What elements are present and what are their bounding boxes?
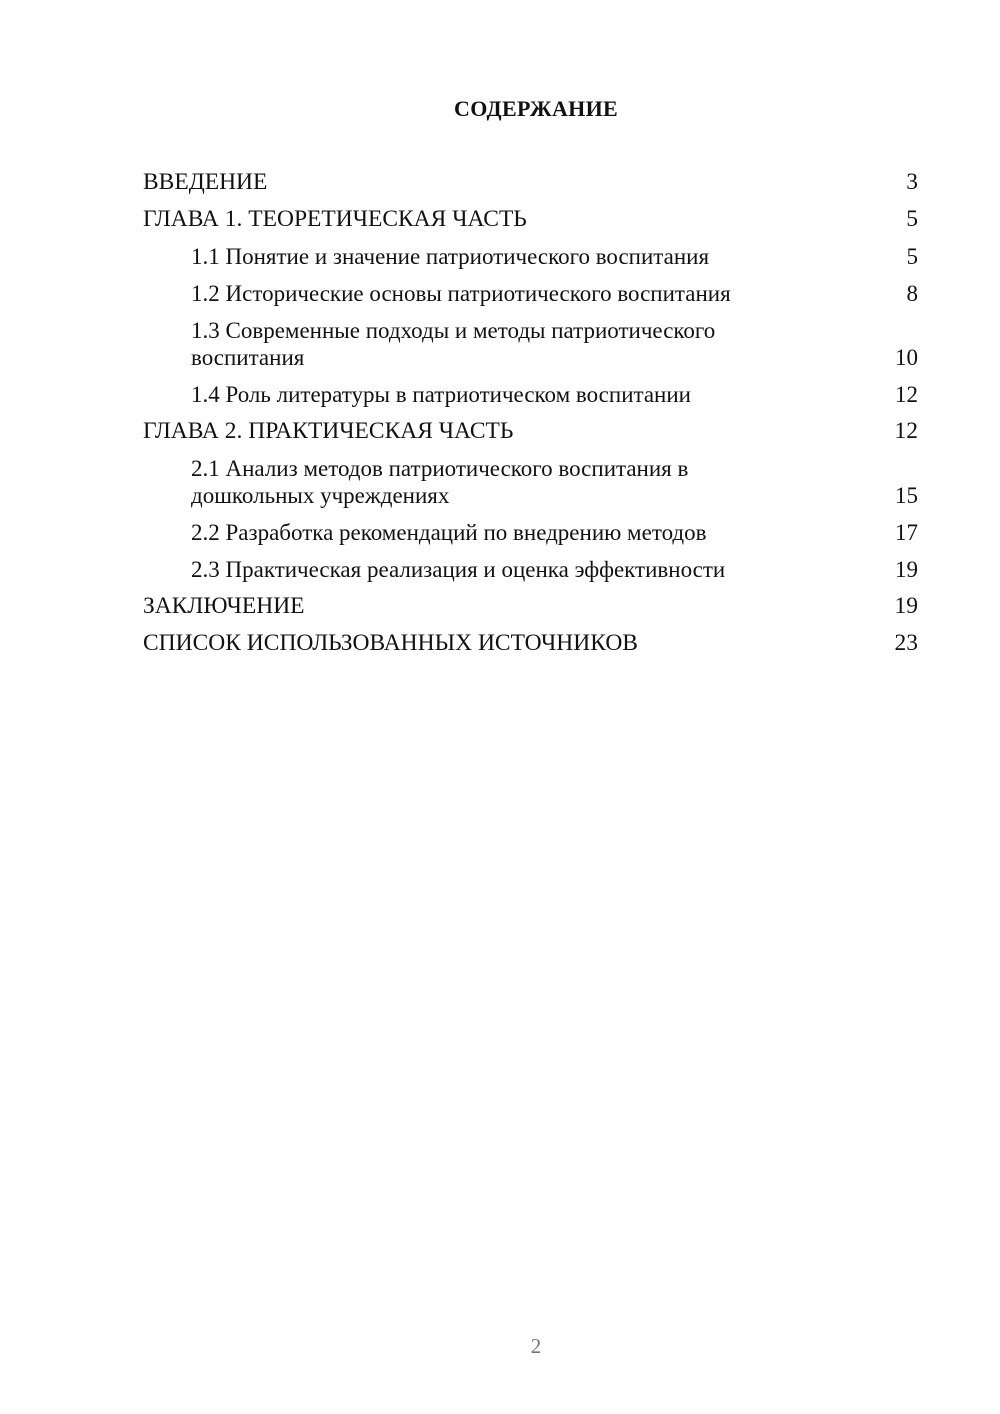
- toc-entry-label: ВВЕДЕНИЕ: [143, 169, 268, 195]
- toc-entry-section-2-1[interactable]: [143, 455, 918, 509]
- toc-entry-label: 2.3 Практическая реализация и оценка эффективности: [191, 557, 726, 582]
- toc-entry-page: 23: [894, 630, 918, 656]
- toc-entry-section-1-2[interactable]: [143, 280, 918, 307]
- toc-entry-label: ГЛАВА 1. ТЕОРЕТИЧЕСКАЯ ЧАСТЬ: [143, 206, 527, 232]
- toc-entry-label: ЗАКЛЮЧЕНИЕ: [143, 593, 305, 619]
- toc-entry-page: 12: [894, 418, 918, 444]
- toc-entry-page: 3: [906, 169, 918, 195]
- toc-entry-page: 8: [906, 281, 918, 306]
- toc-entry-page: 12: [895, 382, 918, 407]
- toc-entry-label: 1.4 Роль литературы в патриотическом воспитании: [191, 382, 691, 407]
- toc-entry-chapter-1[interactable]: [143, 206, 918, 233]
- toc-entry-label: СПИСОК ИСПОЛЬЗОВАННЫХ ИСТОЧНИКОВ: [143, 630, 638, 656]
- toc-entry-introduction[interactable]: [143, 169, 918, 196]
- toc-entry-label: ГЛАВА 2. ПРАКТИЧЕСКАЯ ЧАСТЬ: [143, 418, 514, 444]
- toc-title: СОДЕРЖАНИЕ: [454, 96, 618, 121]
- page-number: 2: [530, 1334, 542, 1358]
- toc-entry-label: 1.1 Понятие и значение патриотического воспитания: [191, 244, 710, 269]
- toc-entry-chapter-2[interactable]: [143, 418, 918, 445]
- toc-entry-page: 5: [906, 244, 918, 269]
- toc-entry-page: 19: [894, 593, 918, 619]
- toc-entry-page: 15: [895, 483, 918, 508]
- toc-entry-section-2-2[interactable]: [143, 519, 918, 546]
- toc-entry-section-1-4[interactable]: [143, 381, 918, 408]
- toc-entry-label: 2.1 Анализ методов патриотического воспитания в дошкольных учреждениях: [191, 456, 689, 508]
- toc-entry-section-1-1[interactable]: [143, 243, 918, 270]
- toc-entry-label: 1.2 Исторические основы патриотического воспитания: [191, 281, 731, 306]
- table-of-contents: [143, 169, 918, 667]
- toc-entry-conclusion[interactable]: [143, 593, 918, 620]
- toc-entry-label: 2.2 Разработка рекомендаций по внедрению методов: [191, 520, 707, 545]
- toc-entry-page: 17: [895, 520, 918, 545]
- toc-entry-page: 5: [906, 206, 918, 232]
- toc-entry-page: 19: [895, 557, 918, 582]
- toc-entry-label: 1.3 Современные подходы и методы патриотического воспитания: [191, 318, 716, 370]
- toc-entry-section-1-3[interactable]: [143, 317, 918, 371]
- toc-entry-section-2-3[interactable]: [143, 556, 918, 583]
- toc-entry-references[interactable]: [143, 630, 918, 657]
- toc-entry-page: 10: [895, 345, 918, 370]
